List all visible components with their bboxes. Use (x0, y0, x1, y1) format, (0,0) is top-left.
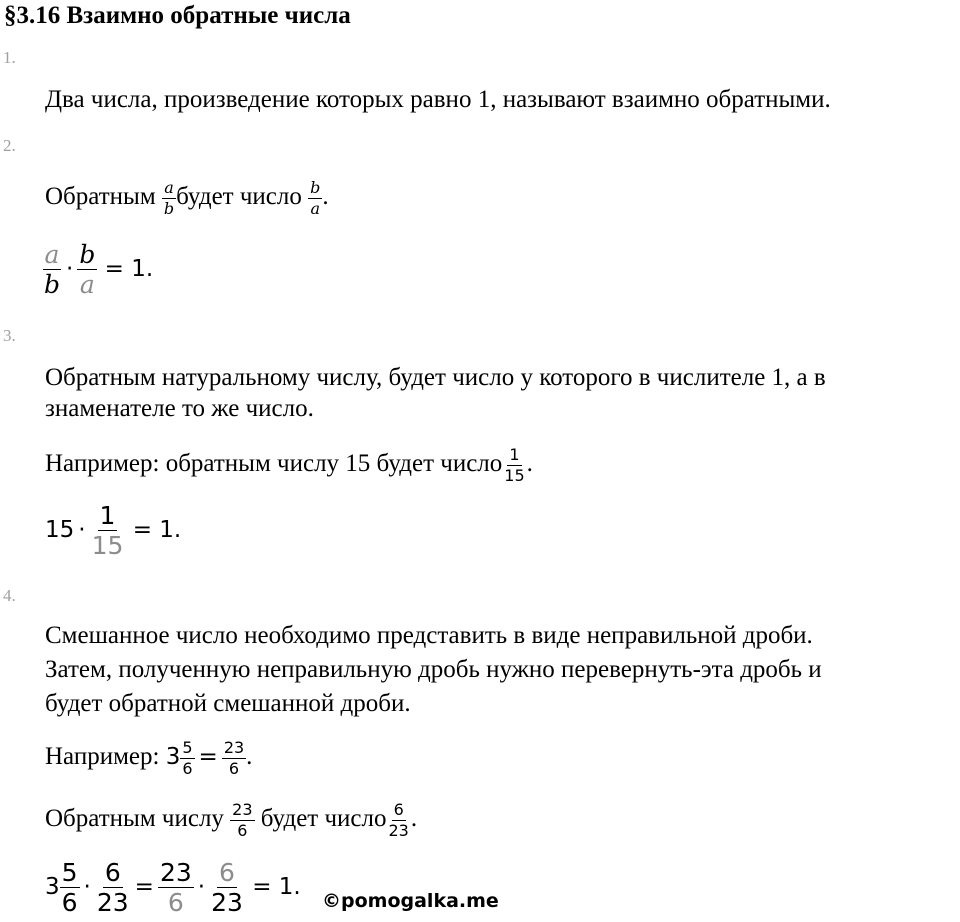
multiply-sign: · (78, 517, 86, 543)
equation-ab-ba (42, 242, 153, 297)
rule-text-middle: будет число (176, 183, 302, 211)
equation-result: = 1. (252, 874, 301, 900)
fraction-23-over-6: $\frac{23}{6}$ (159, 858, 192, 917)
fraction-5-over-6: $\frac{5}{6}$ (61, 858, 78, 917)
page-title: §3.16 Взаимно обратные числа (4, 2, 351, 29)
fraction-6-over-23: $\frac{6}{23}$ (96, 858, 129, 917)
natural-rule-line-1: Обратным натуральному числу, будет число у которого в числителе 1, а в (45, 364, 826, 391)
fraction-23-over-6: $\frac{23}{6}$ (232, 800, 253, 840)
fraction-5-over-6: $\frac{5}{6}$ (182, 738, 193, 778)
equation-result: = 1. (104, 256, 154, 282)
example-text: Например: (45, 743, 160, 771)
multiply-sign: · (66, 256, 74, 282)
period: . (322, 183, 329, 211)
period: . (526, 450, 533, 478)
example-text-2: будет число (260, 805, 387, 833)
equals-sign: = (198, 744, 218, 771)
fraction-a-over-b: $\frac{a}{b}$ (44, 240, 61, 299)
mixed-rule-line-2: Затем, полученную неправильную дробь нужно перевернуть-эта дробь и (45, 656, 822, 683)
period: . (246, 743, 253, 771)
item-number-2: 2. (3, 136, 16, 155)
fraction-23-over-6: $\frac{23}{6}$ (223, 738, 245, 778)
multiply-sign: · (83, 874, 91, 900)
fraction-6-over-23: $\frac{6}{23}$ (388, 800, 409, 840)
equation-result: = 1. (132, 517, 182, 543)
fraction-b-over-a: $\frac{b}{a}$ (79, 240, 96, 299)
natural-example (45, 447, 533, 484)
multiply-sign: · (197, 874, 206, 900)
fraction-a-over-b: $\frac{a}{b}$ (163, 178, 175, 218)
equation-mixed (45, 860, 301, 915)
natural-rule-line-2: знаменателе то же число. (45, 395, 314, 422)
whole-3: 3 (165, 744, 181, 771)
fraction-1-over-15: $\frac{1}{15}$ (504, 445, 525, 485)
fraction-6-over-23: $\frac{6}{23}$ (211, 858, 243, 917)
rule-text-before: Обратным (45, 183, 156, 211)
mixed-rule-line-1: Смешанное число необходимо представить в виде неправильной дроби. (45, 622, 813, 649)
example-text: Обратным числу (45, 805, 224, 833)
definition-text: Два числа, произведение которых равно 1, называют взаимно обратными. (45, 86, 831, 113)
equation-15 (45, 503, 181, 558)
reciprocal-rule-line (45, 180, 329, 217)
item-number-1: 1. (3, 48, 16, 67)
fraction-1-over-15: $\frac{1}{15}$ (91, 501, 124, 560)
watermark: ©pomogalka.me (322, 890, 499, 912)
example-text: Например: обратным числу 15 будет число (45, 450, 503, 478)
period: . (410, 805, 418, 833)
mixed-example-2 (45, 802, 417, 839)
equals-sign: = (134, 874, 154, 900)
item-number-4: 4. (3, 586, 16, 605)
fraction-b-over-a: $\frac{b}{a}$ (310, 178, 321, 218)
mixed-example-1 (45, 740, 252, 777)
mixed-rule-line-3: будет обратной смешанной дроби. (45, 690, 411, 717)
item-number-3: 3. (3, 326, 16, 345)
whole-3: 3 (45, 874, 60, 900)
number-15: 15 (45, 517, 75, 543)
